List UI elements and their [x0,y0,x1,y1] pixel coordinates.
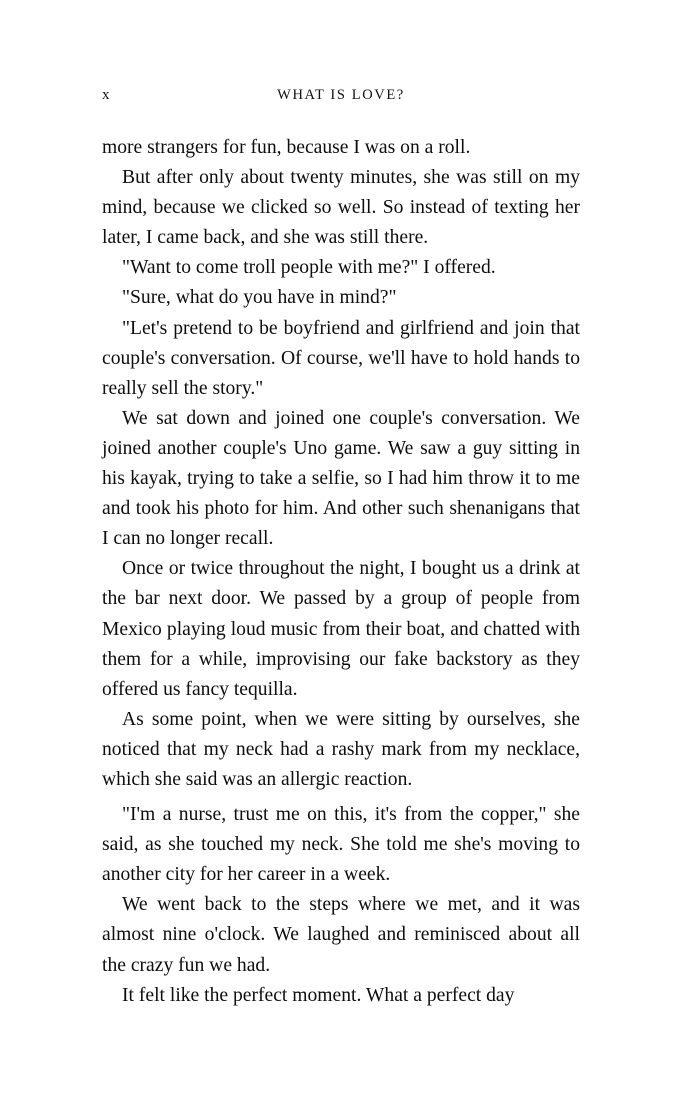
running-head-title: WHAT IS LOVE? [277,87,405,103]
page-number: x [102,87,110,103]
running-head [102,84,580,106]
paragraph: It felt like the perfect moment. What a perfect day [122,984,515,1006]
body-text [102,133,580,1011]
paragraph: "Sure, what do you have in mind?" [122,287,397,309]
paragraph: Once or twice throughout the night, I bought us a drink at the bar next door. We passed by a group of people from Mexico playing loud music from their boat, and chatted with them for a while, improvising our fake backstory as they offered us fancy tequilla. [102,558,580,700]
paragraph: "I'm a nurse, trust me on this, it's from the copper," she said, as she touched my neck. She told me she's moving to another city for her career in a week. [102,804,580,886]
paragraph: But after only about twenty minutes, she was still on my mind, because we clicked so well. So instead of texting her later, I came back, and she was still there. [102,167,580,249]
paragraph: more strangers for fun, because I was on a roll. [102,137,471,158]
paragraph: "Let's pretend to be boyfriend and girlfriend and join that couple's conversation. Of course, we'll have to hold hands to really sell the story." [102,317,580,399]
paragraph: We sat down and joined one couple's conversation. We joined another couple's Uno game. We saw a guy sitting in his kayak, trying to take a selfie, so I had him throw it to me and took his photo for him. And other such shenanigans that I can no longer recall. [102,407,580,550]
paragraph: We went back to the steps where we met, and it was almost nine o'clock. We laughed and reminisced about all the crazy fun we had. [102,894,580,976]
paragraph: As some point, when we were sitting by ourselves, she noticed that my neck had a rashy mark from my necklace, which she said was an allergic reaction. [102,708,580,790]
paragraph: "Want to come troll people with me?" I offered. [122,257,496,279]
